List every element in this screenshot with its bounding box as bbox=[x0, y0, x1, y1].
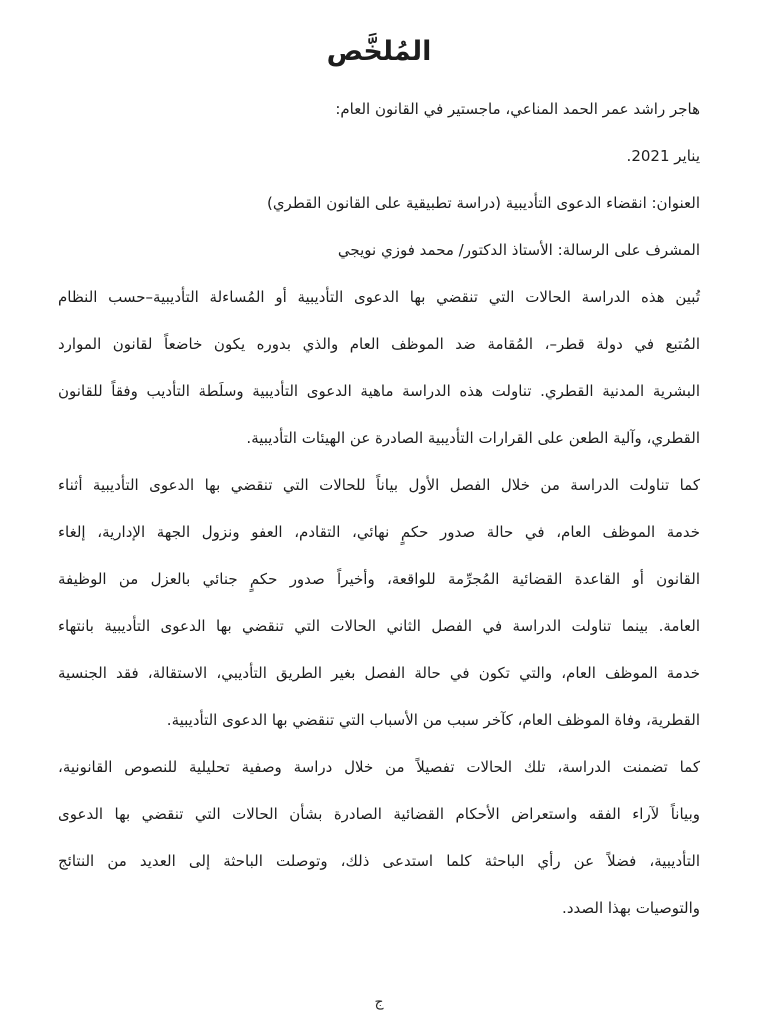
paragraph-line: تُبين هذه الدراسة الحالات التي تنقضي بها الدعوى التأديبية أو المُساءلة التأديبية–حسب النظام bbox=[58, 288, 700, 306]
thesis-meta-block bbox=[58, 86, 700, 274]
paragraph-line: وبياناً لآراء الفقه واستعراض الأحكام القضائية الصادرة بشأن الحالات التي تنقضي بها الدعوى bbox=[58, 805, 700, 823]
paragraph-line: خدمة الموظف العام، والتي تكون في حالة الفصل بغير الطريق التأديبي، الاستقالة، فقد الجنسية bbox=[58, 664, 700, 682]
page-number: ج bbox=[374, 994, 384, 1010]
paragraph-line: التأديبية، فضلاً عن رأي الباحثة كلما استدعى ذلك، وتوصلت الباحثة إلى العديد من النتائج bbox=[58, 852, 700, 870]
paragraph-line: كما تضمنت الدراسة، تلك الحالات تفصيلاً من خلال دراسة وصفية تحليلية للنصوص القانونية، bbox=[58, 758, 700, 776]
paragraph-line: والتوصيات بهذا الصدد. bbox=[562, 899, 700, 917]
paragraph-line: كما تناولت الدراسة من خلال الفصل الأول بياناً للحالات التي تنقضي بها الدعوى التأديبية أثناء bbox=[58, 476, 700, 494]
abstract-paragraph-3 bbox=[58, 744, 700, 932]
paragraph-line: البشرية المدنية القطري. تناولت هذه الدراسة ماهية الدعوى التأديبية وسلَطة التأديب وفقاً للقانون bbox=[58, 382, 700, 400]
date-line: يناير 2021. bbox=[626, 147, 700, 165]
paragraph-line: القطرية، وفاة الموظف العام، كآخر سبب من الأسباب التي تنقضي بها الدعوى التأديبية. bbox=[166, 711, 700, 729]
page-footer bbox=[0, 992, 758, 1012]
paragraph-line: العامة. بينما تناولت الدراسة في الفصل الثاني الحالات التي تنقضي بها الدعوى التأديبية بانتهاء bbox=[58, 617, 700, 635]
paragraph-line: القانون أو القاعدة القضائية المُجرِّمة للواقعة، وأخيراً صدور حكمٍ جنائي بالعزل من الوظيفة bbox=[58, 570, 700, 588]
abstract-paragraph-2 bbox=[58, 462, 700, 744]
paragraph-line: القطري، وآلية الطعن على القرارات التأديبية الصادرة عن الهيئات التأديبية. bbox=[246, 429, 700, 447]
author-degree-line: هاجر راشد عمر الحمد المناعي، ماجستير في القانون العام: bbox=[335, 100, 700, 118]
paragraph-line: المُتبع في دولة قطر–، المُقامة ضد الموظف العام والذي بدوره يكون خاضعاً لقانون الموارد bbox=[58, 335, 700, 353]
paragraph-line: خدمة الموظف العام، في حالة صدور حكمٍ نهائي، التقادم، العفو ونزول الجهة الإدارية، إلغاء bbox=[58, 523, 700, 541]
abstract-paragraph-1 bbox=[58, 274, 700, 462]
abstract-title: المُلخَّص bbox=[326, 36, 432, 67]
thesis-title-line: العنوان: انقضاء الدعوى التأديبية (دراسة تطبيقية على القانون القطري) bbox=[266, 194, 700, 212]
supervisor-line: المشرف على الرسالة: الأستاذ الدكتور/ محمد فوزي نويجي bbox=[337, 241, 700, 259]
